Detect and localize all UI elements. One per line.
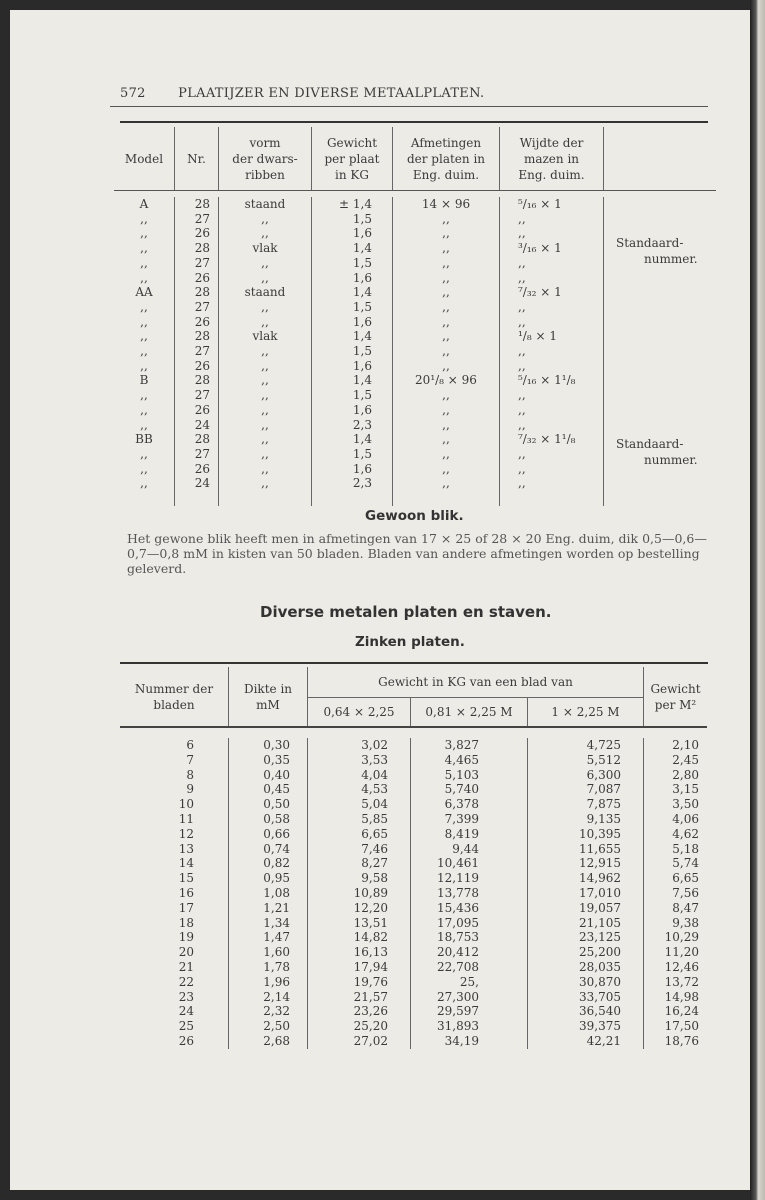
table-row: [120, 768, 707, 783]
table-cell: 4,06: [644, 812, 708, 827]
table-cell: 1,60: [229, 945, 308, 960]
table-row: ,, 27 ,, 1,5 ,, ,,: [114, 388, 716, 403]
table-cell: 0,45: [229, 782, 308, 797]
table-row: [120, 753, 707, 768]
table-cell: 25,200: [528, 945, 644, 960]
header-rule: [110, 106, 708, 107]
page-number: 572: [120, 86, 146, 101]
table-row: [120, 738, 707, 753]
table-cell: 34,19: [411, 1034, 528, 1049]
table-row: [120, 975, 707, 990]
table-cell: 27,02: [308, 1034, 411, 1049]
table-row: [120, 1034, 707, 1049]
table-cell: 12,46: [644, 960, 708, 975]
table-row: [120, 827, 707, 842]
table-cell: 8,47: [644, 901, 708, 916]
table-cell: 10,29: [644, 930, 708, 945]
table-cell: 8: [186, 767, 194, 782]
table-cell: 0,66: [229, 827, 308, 842]
section-title-diverse: Diverse metalen platen en staven.: [260, 603, 552, 621]
table-cell: 18,753: [411, 930, 528, 945]
table-row: B 28 ,, 1,4 20¹/₈ × 96 ⁵/₁₆ × 1¹/₈: [114, 373, 716, 388]
table-row: ,, 26 ,, 1,6 ,, ,,: [114, 226, 716, 241]
table-cell: 12,915: [528, 856, 644, 871]
table-cell: 33,705: [528, 990, 644, 1005]
table-cell: 0,30: [229, 738, 308, 753]
table-row: [120, 1004, 707, 1019]
table-row: [120, 812, 707, 827]
table-cell: 17,095: [411, 916, 528, 931]
table-row: [120, 871, 707, 886]
table-cell: 30,870: [528, 975, 644, 990]
table-cell: 0,40: [229, 768, 308, 783]
zinken-platen-table: [120, 667, 707, 1049]
table-cell: 15,436: [411, 901, 528, 916]
table-row: AA 28 staand 1,4 ,, ⁷/₃₂ × 1: [114, 285, 716, 300]
table-row: BB 28 ,, 1,4 ,, ⁷/₃₂ × 1¹/₈ Standaard- nummer.: [114, 432, 716, 447]
table-cell: 0,95: [229, 871, 308, 886]
table-cell: 17: [178, 900, 194, 915]
table1-header-row: [114, 127, 716, 191]
table-cell: 6,65: [308, 827, 411, 842]
table-cell: 7,46: [308, 842, 411, 857]
table-cell: 7,875: [528, 797, 644, 812]
table-cell: 42,21: [528, 1034, 644, 1049]
table2-top-rule: [120, 662, 708, 664]
table-cell: 17,010: [528, 886, 644, 901]
table-cell: 4,725: [528, 738, 644, 753]
col-header-afmetingen: Afmetingen der platen in Eng. duim.: [393, 127, 500, 191]
table-row: [120, 856, 707, 871]
table-cell: 3,15: [644, 782, 708, 797]
table-cell: 4,62: [644, 827, 708, 842]
table-cell: 26: [178, 1033, 194, 1048]
table-row: ,, 27 ,, 1,5 ,, ,,: [114, 344, 716, 359]
table2-header-row: [120, 667, 707, 698]
table-cell: 19,057: [528, 901, 644, 916]
table-cell: 5,103: [411, 768, 528, 783]
table-cell: 22: [178, 974, 194, 989]
col-header-dikte: Dikte in mM: [229, 667, 308, 727]
table-cell: 9,58: [308, 871, 411, 886]
table-cell: 14,82: [308, 930, 411, 945]
table-cell: 5,04: [308, 797, 411, 812]
table-cell: 21,57: [308, 990, 411, 1005]
remark-standaard-2: Standaard- nummer.: [604, 432, 717, 506]
table-cell: 3,827: [411, 738, 528, 753]
section-title-gewoon-blik: Gewoon blik.: [365, 508, 464, 524]
table-cell: 9,135: [528, 812, 644, 827]
table-cell: 1,08: [229, 886, 308, 901]
table-row: [120, 1019, 707, 1034]
col-header-vorm: vorm der dwars- ribben: [219, 127, 312, 191]
table-row: [120, 797, 707, 812]
table-cell: 14,962: [528, 871, 644, 886]
table-cell: 11,655: [528, 842, 644, 857]
table-row: ,, 24 ,, 2,3 ,, ,,: [114, 476, 716, 491]
table-cell: 2,14: [229, 990, 308, 1005]
table-cell: 5,85: [308, 812, 411, 827]
table-cell: 6,378: [411, 797, 528, 812]
table-cell: 5,512: [528, 753, 644, 768]
table-row: ,, 26 ,, 1,6 ,, ,,: [114, 359, 716, 374]
table-cell: 16: [178, 885, 194, 900]
table-row: [120, 782, 707, 797]
table-cell: 21: [178, 959, 194, 974]
plaatijzer-table: [114, 127, 716, 506]
table-cell: 0,82: [229, 856, 308, 871]
table-cell: 2,80: [644, 768, 708, 783]
table-cell: 10,89: [308, 886, 411, 901]
col-header-064: 0,64 × 2,25: [308, 698, 411, 728]
table-cell: 24: [178, 1004, 194, 1019]
table-cell: 13,51: [308, 916, 411, 931]
table-cell: 22,708: [411, 960, 528, 975]
table-cell: 19: [178, 930, 194, 945]
table-row: ,, 28 vlak 1,4 ,, ³/₁₆ × 1: [114, 241, 716, 256]
table-row: [120, 886, 707, 901]
table-cell: 11,20: [644, 945, 708, 960]
table-cell: 1,21: [229, 901, 308, 916]
table-cell: 16,24: [644, 1004, 708, 1019]
table-cell: 31,893: [411, 1019, 528, 1034]
book-spine-edge: [750, 0, 765, 1200]
table-cell: 9,38: [644, 916, 708, 931]
table-row: ,, 24 ,, 2,3 ,, ,,: [114, 418, 716, 433]
table-row: [120, 901, 707, 916]
table-cell: 36,540: [528, 1004, 644, 1019]
page: [10, 10, 750, 1190]
col-header-model: Model: [114, 127, 175, 191]
table-cell: 12: [178, 826, 194, 841]
table-cell: 29,597: [411, 1004, 528, 1019]
table-cell: 4,53: [308, 782, 411, 797]
section-title-zinken: Zinken platen.: [355, 634, 465, 650]
table-cell: 9,44: [411, 842, 528, 857]
col-header-1: 1 × 2,25 M: [528, 698, 644, 728]
table-row: [120, 990, 707, 1005]
table-row: ,, 26 ,, 1,6 ,, ,,: [114, 315, 716, 330]
table-row: ,, 28 vlak 1,4 ,, ¹/₈ × 1: [114, 329, 716, 344]
table-row: [120, 945, 707, 960]
table-row: ,, 26 ,, 1,6 ,, ,,: [114, 462, 716, 477]
table-cell: 27,300: [411, 990, 528, 1005]
table-row: [120, 960, 707, 975]
table-cell: 10,395: [528, 827, 644, 842]
table-row: [120, 916, 707, 931]
table-cell: 4,465: [411, 753, 528, 768]
table-cell: 25,20: [308, 1019, 411, 1034]
table-cell: 8,419: [411, 827, 528, 842]
table-cell: 5,18: [644, 842, 708, 857]
table-cell: 0,58: [229, 812, 308, 827]
table-cell: 0,35: [229, 753, 308, 768]
table-cell: 14: [178, 856, 194, 871]
table-cell: 2,32: [229, 1004, 308, 1019]
table-cell: 4,04: [308, 768, 411, 783]
table-cell: 11: [178, 811, 194, 826]
table-cell: 17,94: [308, 960, 411, 975]
table-cell: 7,087: [528, 782, 644, 797]
table-cell: 0,50: [229, 797, 308, 812]
table-row: ,, 26 ,, 1,6 ,, ,,: [114, 403, 716, 418]
table-cell: 7: [186, 752, 194, 767]
table-cell: 28,035: [528, 960, 644, 975]
table-cell: 2,68: [229, 1034, 308, 1049]
table-cell: 1,96: [229, 975, 308, 990]
table-cell: 7,399: [411, 812, 528, 827]
table-row: ,, 27 ,, 1,5 ,, ,,: [114, 212, 716, 227]
table-cell: 6,300: [528, 768, 644, 783]
table-cell: 39,375: [528, 1019, 644, 1034]
table-cell: 23,125: [528, 930, 644, 945]
col-header-wijdte: Wijdte der mazen in Eng. duim.: [500, 127, 604, 191]
table-cell: 19,76: [308, 975, 411, 990]
table-row: ,, 27 ,, 1,5 ,, ,,: [114, 256, 716, 271]
table-cell: 5,740: [411, 782, 528, 797]
table-cell: 1,47: [229, 930, 308, 945]
table-cell: 25,: [411, 975, 528, 990]
table-row: ,, 27 ,, 1,5 ,, ,,: [114, 300, 716, 315]
table-cell: 13,72: [644, 975, 708, 990]
table-cell: 1,34: [229, 916, 308, 931]
col-header-nummer: Nummer der bladen: [120, 667, 229, 727]
table-cell: 12,20: [308, 901, 411, 916]
col-header-081: 0,81 × 2,25 M: [411, 698, 528, 728]
col-header-gewicht: Gewicht per plaat in KG: [312, 127, 393, 191]
gewoon-blik-note: Het gewone blik heeft men in afmetingen van 17 × 25 of 28 × 20 Eng. duim, dik 0,5—0,6—0,7—0,8 mM in kisten van 50 bladen. Bladen van andere afmetingen worden op bestelling geleverd.: [127, 531, 707, 576]
table-cell: 16,13: [308, 945, 411, 960]
table-cell: 13: [178, 841, 194, 856]
table-cell: 8,27: [308, 856, 411, 871]
table-cell: 2,50: [229, 1019, 308, 1034]
table-cell: 6: [186, 738, 194, 752]
table-cell: 0,74: [229, 842, 308, 857]
table-cell: 20,412: [411, 945, 528, 960]
table-cell: 9: [186, 782, 194, 797]
table-cell: 18: [178, 915, 194, 930]
remark-standaard-1: Standaard- nummer.: [604, 197, 717, 432]
table-row: ,, 26 ,, 1,6 ,, ,,: [114, 271, 716, 286]
table-cell: 5,74: [644, 856, 708, 871]
table-cell: 10,461: [411, 856, 528, 871]
table-cell: 12,119: [411, 871, 528, 886]
table-cell: 2,45: [644, 753, 708, 768]
table-row: ,, 27 ,, 1,5 ,, ,,: [114, 447, 716, 462]
table-row: [120, 842, 707, 857]
table-cell: 15: [178, 871, 194, 886]
table-cell: 10: [178, 797, 194, 812]
table-cell: 7,56: [644, 886, 708, 901]
table-cell: 23: [178, 989, 194, 1004]
table-row: A 28 staand ± 1,4 14 × 96 ⁵/₁₆ × 1 Standaard- nummer.: [114, 197, 716, 212]
table2-body: [120, 727, 707, 1049]
table-cell: 17,50: [644, 1019, 708, 1034]
table1-top-rule: [120, 121, 708, 123]
table-cell: 3,50: [644, 797, 708, 812]
table-row: [120, 930, 707, 945]
table-cell: 2,10: [644, 738, 708, 753]
table-cell: 14,98: [644, 990, 708, 1005]
col-header-nr: Nr.: [175, 127, 219, 191]
table-cell: 18,76: [644, 1034, 708, 1049]
table-cell: 25: [178, 1019, 194, 1034]
table-cell: 3,53: [308, 753, 411, 768]
header-title: PLAATIJZER EN DIVERSE METAALPLATEN.: [178, 86, 485, 101]
col-header-gewicht-blad: Gewicht in KG van een blad van: [308, 667, 644, 698]
table-cell: 23,26: [308, 1004, 411, 1019]
table-cell: 3,02: [308, 738, 411, 753]
running-header: [120, 86, 484, 101]
table-cell: 20: [178, 945, 194, 960]
table-cell: 21,105: [528, 916, 644, 931]
table-cell: 1,78: [229, 960, 308, 975]
col-header-gewicht-m2: Gewicht per M²: [644, 667, 708, 727]
table-cell: 13,778: [411, 886, 528, 901]
table-cell: 6,65: [644, 871, 708, 886]
col-header-opmerking: [604, 127, 717, 191]
